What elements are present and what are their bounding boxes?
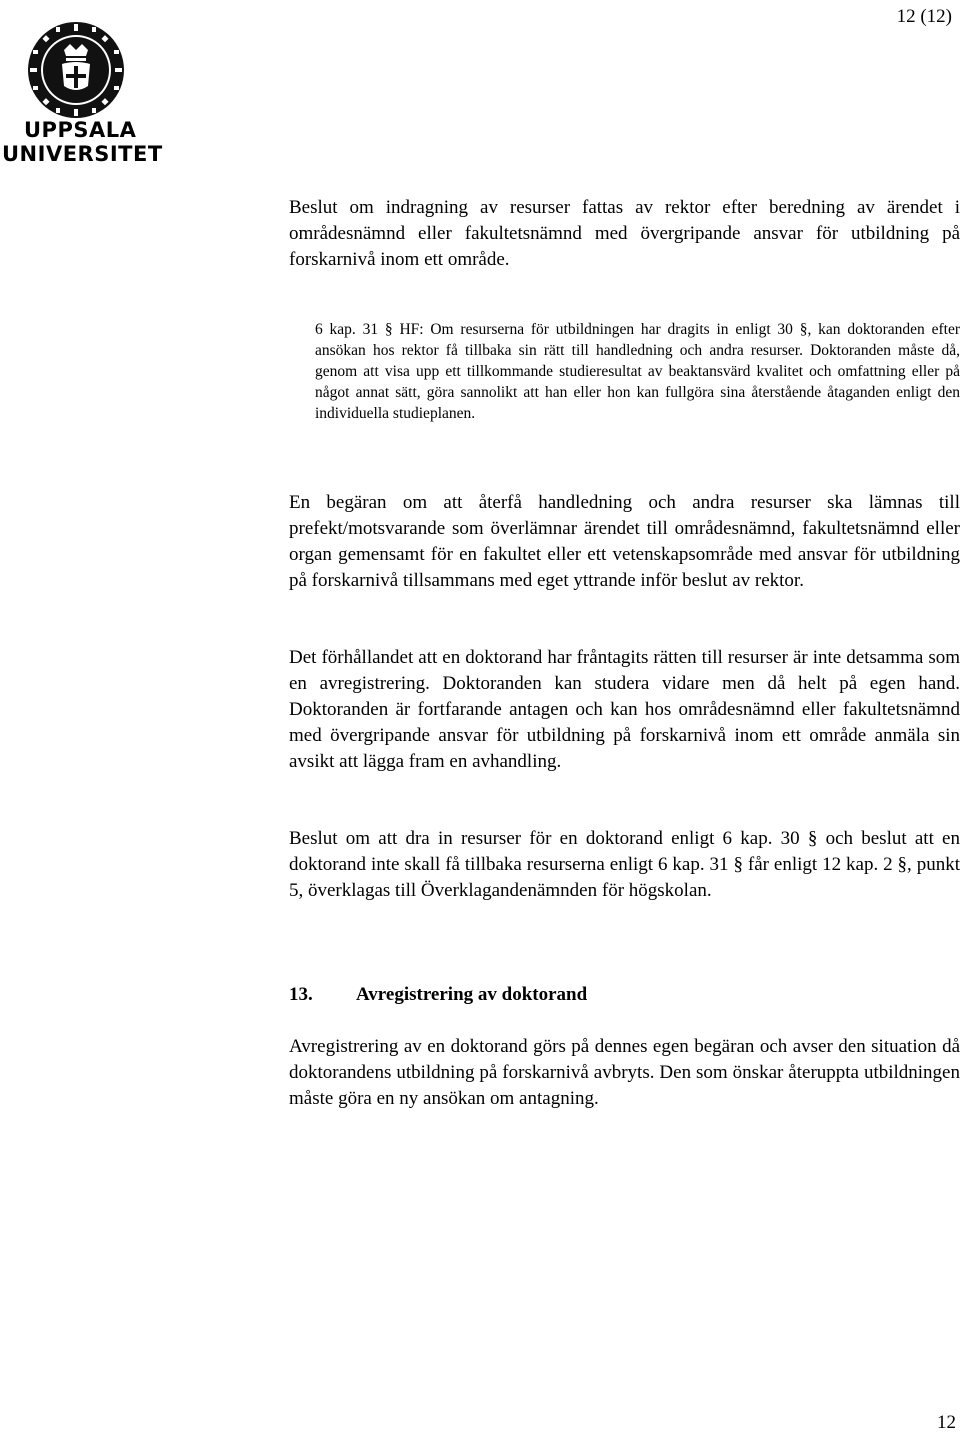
section-title: Avregistrering av doktorand xyxy=(356,984,588,1005)
paragraph-decision: Beslut om indragning av resurser fattas av rektor efter beredning av ärendet i områdesnämnd eller fakultetsnämnd med övergripande ansvar för utbildning på forskarnivå inom ett område. xyxy=(289,197,960,270)
paragraph-appeal: Beslut om att dra in resurser för en doktorand enligt 6 kap. 30 § och beslut att en doktorand inte skall få tillbaka resurserna enligt 6 kap. 31 § får enligt 12 kap. 2 §, punkt 5, överklagas till Överklagandenämnden för högskolan. xyxy=(289,828,960,901)
page-number: 12 xyxy=(937,1412,956,1433)
page-indicator: 12 (12) xyxy=(896,6,952,27)
wordmark-line-2: UNIVERSITET xyxy=(2,142,163,166)
wordmark-line-1: UPPSALA xyxy=(24,118,137,142)
quoted-regulation: 6 kap. 31 § HF: Om resurserna för utbildningen har dragits in enligt 30 §, kan doktoranden efter ansökan hos rektor få tillbaka sin rätt till handledning och andra resurser. Doktoranden måste då, genom att visa upp ett tillkommande studieresultat av beaktansvärd kvalitet och omfattning eller på något annat sätt, göra sannolikt att han eller hon kan fullgöra sina återstående åtaganden enligt den individuella studieplanen. xyxy=(315,321,960,422)
section-heading xyxy=(289,982,587,1008)
paragraph-request: En begäran om att återfå handledning och andra resurser ska lämnas till prefekt/motsvarande som överlämnar ärendet till områdesnämnd, fakultetsnämnd eller organ gemensamt för en fakultet eller ett vetenskapsområde med ansvar för utbildning på forskarnivå tillsammans med eget yttrande inför beslut av rektor. xyxy=(289,492,960,591)
paragraph-status: Det förhållandet att en doktorand har fråntagits rätten till resurser är inte detsamma som en avregistrering. Doktoranden kan studera vidare men då helt på egen hand. Doktoranden är fortfarande antagen och kan hos områdesnämnd eller fakultetsnämnd med övergripande ansvar för utbildning på forskarnivå inom ett område anmäla sin avsikt att lägga fram en avhandling. xyxy=(289,647,960,772)
university-logo xyxy=(2,20,163,166)
section-number: 13. xyxy=(289,984,313,1005)
paragraph-deregistration: Avregistrering av en doktorand görs på dennes egen begäran och avser den situation då doktorandens utbildning på forskarnivå avbryts. Den som önskar återuppta utbildningen måste göra en ny ansökan om antagning. xyxy=(289,1036,960,1109)
university-wordmark xyxy=(2,118,163,166)
university-seal-icon xyxy=(26,20,126,120)
